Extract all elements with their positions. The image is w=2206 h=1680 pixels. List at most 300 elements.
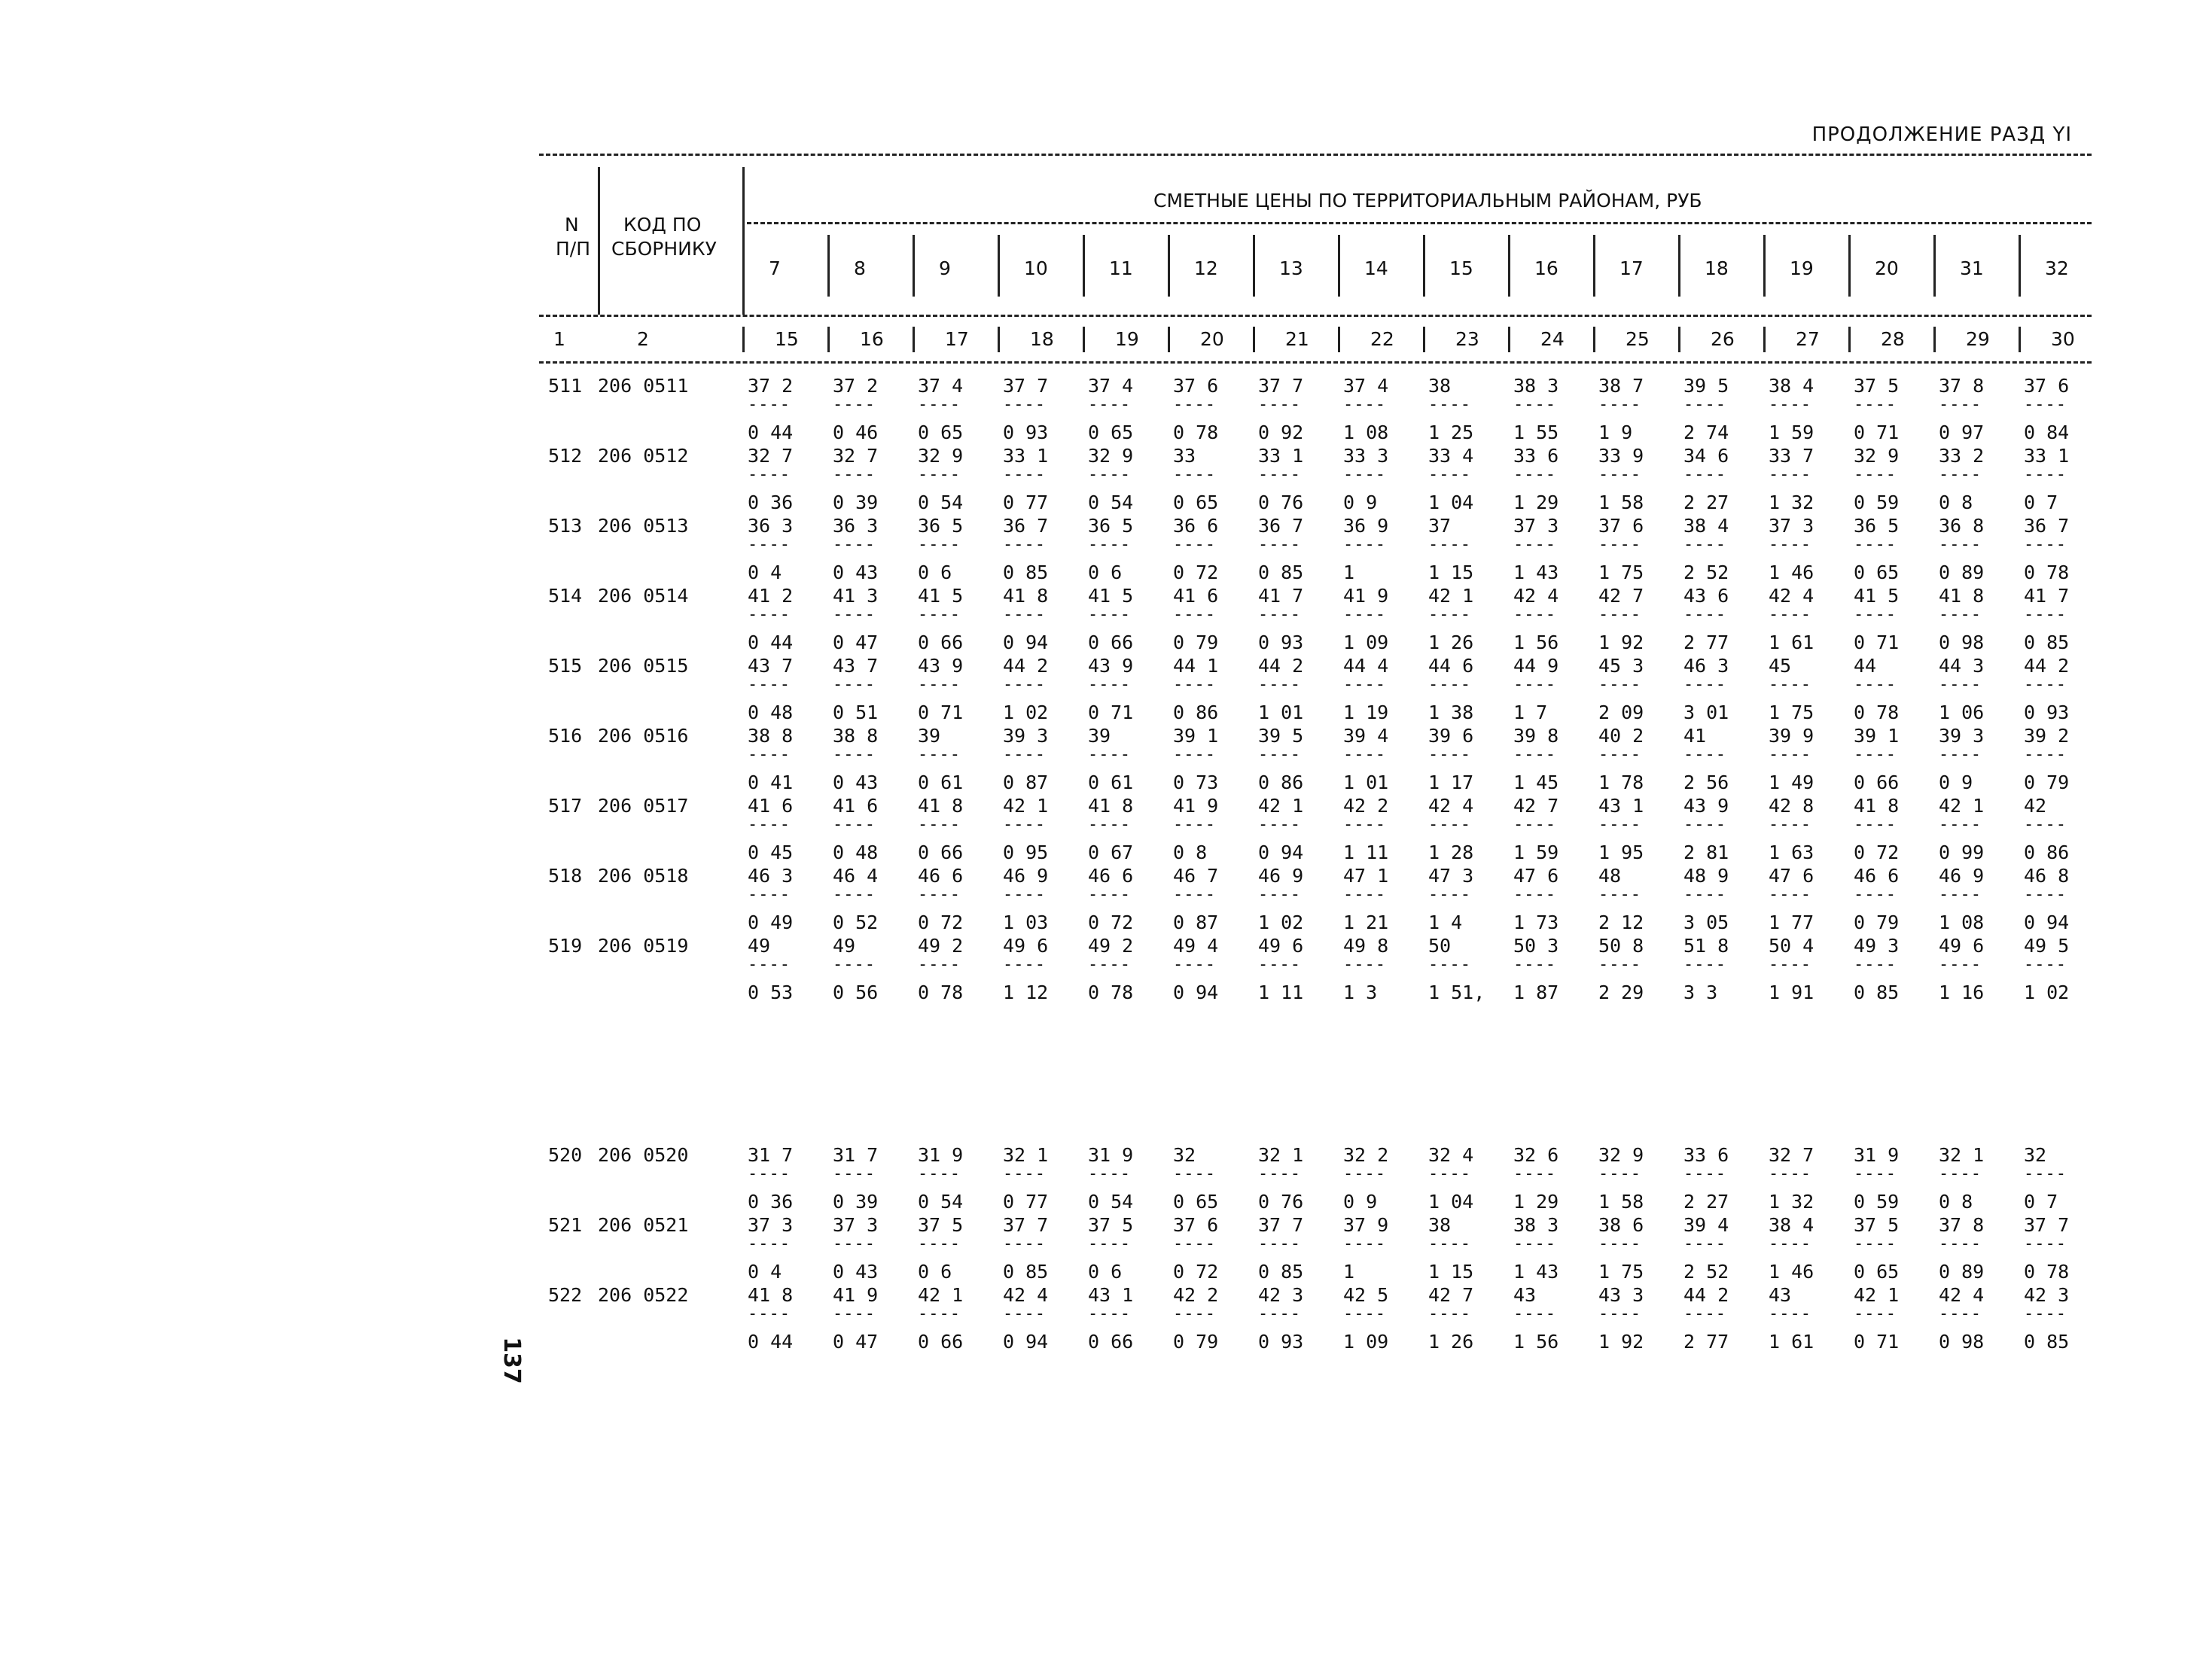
price-value: 36 7	[2024, 515, 2070, 537]
price-increment: 0 78	[918, 982, 964, 1003]
fraction-separator: ----	[1683, 395, 1726, 414]
fraction-separator: ----	[1003, 675, 1046, 694]
price-increment: 1 95	[1598, 842, 1644, 863]
price-increment: 0 95	[1003, 842, 1049, 863]
region-header-divider	[1338, 235, 1340, 297]
fraction-separator: ----	[918, 535, 961, 554]
price-value: 49 6	[1258, 935, 1304, 957]
fraction-separator: ----	[1088, 465, 1131, 484]
fraction-separator: ----	[1769, 535, 1811, 554]
fraction-separator: ----	[1854, 675, 1897, 694]
price-value: 41 8	[918, 795, 964, 817]
price-increment: 0 85	[2024, 1331, 2070, 1353]
price-increment: 0 66	[1088, 632, 1134, 653]
column-number-divider	[1763, 327, 1766, 352]
row-number: 521	[548, 1214, 583, 1236]
column-number-divider	[1423, 327, 1425, 352]
price-increment: 1 77	[1769, 912, 1814, 933]
price-value: 33 1	[1003, 445, 1049, 467]
price-increment: 0 61	[918, 772, 964, 793]
price-increment: 0 65	[1173, 1191, 1219, 1213]
price-value: 36 3	[833, 515, 879, 537]
column-number-23: 23	[1455, 328, 1479, 350]
fraction-separator: ----	[748, 465, 791, 484]
fraction-separator: ----	[1939, 1304, 1982, 1323]
price-value: 42 2	[1343, 795, 1389, 817]
price-value: 36 3	[748, 515, 794, 537]
price-value: 42 3	[1258, 1284, 1304, 1306]
price-value: 41 6	[748, 795, 794, 817]
price-value: 38 3	[1513, 1214, 1559, 1236]
price-value: 38 8	[748, 725, 794, 747]
price-increment: 1 56	[1513, 632, 1559, 653]
price-value: 45 3	[1598, 655, 1644, 677]
price-increment: 0 4	[748, 562, 782, 583]
price-increment: 0 73	[1173, 772, 1219, 793]
fraction-separator: ----	[1683, 1164, 1726, 1183]
price-increment: 0 66	[1088, 1331, 1134, 1353]
column-number-26: 26	[1711, 328, 1735, 350]
price-value: 36 7	[1258, 515, 1304, 537]
price-value: 41 8	[1854, 795, 1900, 817]
price-value: 36 6	[1173, 515, 1219, 537]
price-increment: 1 46	[1769, 562, 1814, 583]
price-increment: 0 66	[918, 632, 964, 653]
price-increment: 0 54	[918, 1191, 964, 1213]
fraction-separator: ----	[1003, 1164, 1046, 1183]
price-increment: 1 49	[1769, 772, 1814, 793]
fraction-separator: ----	[1769, 605, 1811, 624]
fraction-separator: ----	[1769, 955, 1811, 974]
fraction-separator: ----	[1343, 1164, 1386, 1183]
price-increment: 0 78	[1088, 982, 1134, 1003]
fraction-separator: ----	[1088, 1164, 1131, 1183]
price-increment: 1 21	[1343, 912, 1389, 933]
fraction-separator: ----	[1173, 535, 1216, 554]
price-value: 41 7	[2024, 585, 2070, 607]
price-increment: 0 77	[1003, 1191, 1049, 1213]
top-rule	[539, 154, 2092, 156]
fraction-separator: ----	[1003, 1304, 1046, 1323]
price-value: 37 6	[1598, 515, 1644, 537]
price-value: 32 1	[1258, 1144, 1304, 1166]
fraction-separator: ----	[1513, 1234, 1556, 1253]
fraction-separator: ----	[1258, 1164, 1301, 1183]
price-value: 44 3	[1939, 655, 1985, 677]
row-number: 512	[548, 445, 583, 467]
page-number: 137	[498, 1337, 525, 1384]
price-increment: 2 52	[1683, 1261, 1729, 1283]
price-value: 42	[2024, 795, 2047, 817]
price-value: 33 7	[1769, 445, 1814, 467]
fraction-separator: ----	[1683, 605, 1726, 624]
price-value: 37 5	[1088, 1214, 1134, 1236]
fraction-separator: ----	[1854, 885, 1897, 904]
fraction-separator: ----	[1258, 885, 1301, 904]
fraction-separator: ----	[1088, 605, 1131, 624]
price-value: 33 2	[1939, 445, 1985, 467]
price-increment: 1 38	[1428, 702, 1474, 723]
price-increment: 0 44	[748, 1331, 794, 1353]
region-header-divider	[1848, 235, 1851, 297]
price-increment: 0 78	[2024, 562, 2070, 583]
price-value: 51 8	[1683, 935, 1729, 957]
region-header-19: 19	[1790, 257, 1814, 279]
price-value: 36 9	[1343, 515, 1389, 537]
price-value: 46 8	[2024, 865, 2070, 887]
column-number-divider	[1168, 327, 1170, 352]
region-header-14: 14	[1364, 257, 1388, 279]
price-value: 32	[2024, 1144, 2047, 1166]
price-value: 43 7	[833, 655, 879, 677]
row-code: 206 0522	[598, 1284, 689, 1306]
price-increment: 1 28	[1428, 842, 1474, 863]
price-increment: 3 01	[1683, 702, 1729, 723]
region-header-divider	[1253, 235, 1255, 297]
price-value: 46 9	[1258, 865, 1304, 887]
fraction-separator: ----	[1258, 745, 1301, 764]
price-increment: 0 94	[1258, 842, 1304, 863]
price-increment: 1 78	[1598, 772, 1644, 793]
price-value: 49 2	[1088, 935, 1134, 957]
price-value: 42 4	[1939, 1284, 1985, 1306]
price-increment: 0 85	[2024, 632, 2070, 653]
price-increment: 0 93	[1003, 422, 1049, 443]
row-code: 206 0513	[598, 515, 689, 537]
price-value: 42 4	[1513, 585, 1559, 607]
price-increment: 0 85	[1258, 1261, 1304, 1283]
row-code: 206 0515	[598, 655, 689, 677]
price-increment: 0 7	[2024, 492, 2058, 513]
fraction-separator: ----	[918, 745, 961, 764]
fraction-separator: ----	[748, 395, 791, 414]
fraction-separator: ----	[1173, 465, 1216, 484]
price-increment: 0 71	[918, 702, 964, 723]
fraction-separator: ----	[1173, 815, 1216, 834]
price-increment: 1 61	[1769, 1331, 1814, 1353]
region-header-13: 13	[1279, 257, 1303, 279]
fraction-separator: ----	[1173, 1164, 1216, 1183]
price-value: 49 8	[1343, 935, 1389, 957]
price-increment: 0 78	[1854, 702, 1900, 723]
price-increment: 1 4	[1428, 912, 1463, 933]
fraction-separator: ----	[1003, 465, 1046, 484]
column-number-divider	[913, 327, 915, 352]
fraction-separator: ----	[1343, 815, 1386, 834]
price-value: 49 6	[1939, 935, 1985, 957]
fraction-separator: ----	[1003, 745, 1046, 764]
price-increment: 0 79	[2024, 772, 2070, 793]
price-increment: 0 86	[1258, 772, 1304, 793]
fraction-separator: ----	[1939, 1164, 1982, 1183]
price-increment: 0 8	[1173, 842, 1208, 863]
price-value: 39 1	[1854, 725, 1900, 747]
fraction-separator: ----	[1939, 395, 1982, 414]
price-value: 33 1	[2024, 445, 2070, 467]
fraction-separator: ----	[1939, 955, 1982, 974]
fraction-separator: ----	[1939, 885, 1982, 904]
price-value: 39 6	[1428, 725, 1474, 747]
price-increment: 0 52	[833, 912, 879, 933]
price-value: 38 6	[1598, 1214, 1644, 1236]
fraction-separator: ----	[1258, 1234, 1301, 1253]
fraction-separator: ----	[2024, 1304, 2067, 1323]
col-number-2: 2	[637, 328, 649, 350]
fraction-separator: ----	[1343, 465, 1386, 484]
price-value: 47 6	[1769, 865, 1814, 887]
price-increment: 0 59	[1854, 492, 1900, 513]
price-value: 41 8	[1003, 585, 1049, 607]
column-number-15: 15	[775, 328, 799, 350]
row-code: 206 0518	[598, 865, 689, 887]
region-header-9: 9	[939, 257, 951, 279]
fraction-separator: ----	[1343, 675, 1386, 694]
price-increment: 2 77	[1683, 1331, 1729, 1353]
price-increment: 2 29	[1598, 982, 1644, 1003]
fraction-separator: ----	[1428, 675, 1471, 694]
price-increment: 0 49	[748, 912, 794, 933]
price-value: 36 5	[1854, 515, 1900, 537]
price-value: 32 9	[1854, 445, 1900, 467]
price-increment: 1 58	[1598, 1191, 1644, 1213]
fraction-separator: ----	[1428, 465, 1471, 484]
fraction-separator: ----	[1939, 745, 1982, 764]
column-number-30: 30	[2051, 328, 2075, 350]
price-increment: 0 85	[1258, 562, 1304, 583]
region-header-divider	[2019, 235, 2021, 297]
price-value: 42 1	[1428, 585, 1474, 607]
price-value: 42 7	[1513, 795, 1559, 817]
fraction-separator: ----	[1428, 605, 1471, 624]
price-value: 38 4	[1769, 375, 1814, 397]
price-increment: 1 61	[1769, 632, 1814, 653]
price-increment: 0 48	[833, 842, 879, 863]
price-value: 32 6	[1513, 1144, 1559, 1166]
price-value: 43 1	[1088, 1284, 1134, 1306]
price-value: 42 5	[1343, 1284, 1389, 1306]
price-increment: 2 81	[1683, 842, 1729, 863]
price-increment: 1 15	[1428, 1261, 1474, 1283]
price-value: 33 6	[1513, 445, 1559, 467]
fraction-separator: ----	[1769, 465, 1811, 484]
price-value: 46 3	[1683, 655, 1729, 677]
fraction-separator: ----	[1854, 1234, 1897, 1253]
fraction-separator: ----	[1854, 1164, 1897, 1183]
col-number-1: 1	[553, 328, 565, 350]
price-value: 37 7	[1003, 375, 1049, 397]
price-value: 48 9	[1683, 865, 1729, 887]
fraction-separator: ----	[833, 605, 876, 624]
price-value: 46 3	[748, 865, 794, 887]
price-increment: 1 11	[1258, 982, 1304, 1003]
fraction-separator: ----	[748, 955, 791, 974]
region-header-divider	[1508, 235, 1510, 297]
price-value: 39 9	[1769, 725, 1814, 747]
price-increment: 0 9	[1343, 492, 1378, 513]
price-increment: 0 97	[1939, 422, 1985, 443]
price-increment: 1 91	[1769, 982, 1814, 1003]
fraction-separator: ----	[1258, 955, 1301, 974]
fraction-separator: ----	[2024, 815, 2067, 834]
row-number: 514	[548, 585, 583, 607]
fraction-separator: ----	[1598, 605, 1641, 624]
price-value: 32 9	[918, 445, 964, 467]
price-increment: 0 72	[1854, 842, 1900, 863]
section-continuation-title: ПРОДОЛЖЕНИЕ РАЗД YI	[1811, 123, 2072, 146]
price-increment: 0 6	[1088, 1261, 1123, 1283]
price-value: 37 8	[1939, 375, 1985, 397]
price-increment: 0 79	[1173, 1331, 1219, 1353]
price-increment: 0 93	[1258, 1331, 1304, 1353]
price-increment: 2 09	[1598, 702, 1644, 723]
fraction-separator: ----	[1683, 745, 1726, 764]
fraction-separator: ----	[1003, 605, 1046, 624]
fraction-separator: ----	[1088, 815, 1131, 834]
column-number-22: 22	[1370, 328, 1394, 350]
column-number-divider	[1593, 327, 1595, 352]
price-increment: 0 79	[1854, 912, 1900, 933]
fraction-separator: ----	[1598, 465, 1641, 484]
column-number-19: 19	[1115, 328, 1139, 350]
fraction-separator: ----	[2024, 885, 2067, 904]
price-increment: 0 65	[1854, 1261, 1900, 1283]
fraction-separator: ----	[2024, 745, 2067, 764]
price-value: 39 8	[1513, 725, 1559, 747]
price-increment: 1 9	[1598, 422, 1633, 443]
fraction-separator: ----	[1683, 1304, 1726, 1323]
price-value: 31 7	[833, 1144, 879, 1166]
fraction-separator: ----	[1769, 885, 1811, 904]
price-value: 44 2	[1258, 655, 1304, 677]
price-value: 37 4	[1088, 375, 1134, 397]
price-value: 44 2	[1683, 1284, 1729, 1306]
price-increment: 1 75	[1598, 1261, 1644, 1283]
price-increment: 0 85	[1003, 1261, 1049, 1283]
price-increment: 0 65	[1854, 562, 1900, 583]
price-increment: 2 56	[1683, 772, 1729, 793]
fraction-separator: ----	[833, 1234, 876, 1253]
fraction-separator: ----	[1939, 535, 1982, 554]
price-increment: 1 29	[1513, 492, 1559, 513]
fraction-separator: ----	[748, 605, 791, 624]
fraction-separator: ----	[1683, 1234, 1726, 1253]
row-number: 513	[548, 515, 583, 537]
fraction-separator: ----	[1854, 955, 1897, 974]
price-increment: 2 77	[1683, 632, 1729, 653]
price-value: 39 5	[1683, 375, 1729, 397]
fraction-separator: ----	[1769, 815, 1811, 834]
price-increment: 0 54	[918, 492, 964, 513]
price-increment: 0 9	[1343, 1191, 1378, 1213]
price-value: 43 3	[1598, 1284, 1644, 1306]
price-value: 37 3	[1769, 515, 1814, 537]
price-increment: 0 7	[2024, 1191, 2058, 1213]
price-increment: 1 03	[1003, 912, 1049, 933]
price-value: 49	[833, 935, 856, 957]
region-header-7: 7	[769, 257, 781, 279]
price-value: 39 1	[1173, 725, 1219, 747]
fraction-separator: ----	[918, 815, 961, 834]
fraction-separator: ----	[833, 745, 876, 764]
price-value: 37 6	[1173, 375, 1219, 397]
fraction-separator: ----	[1428, 1234, 1471, 1253]
price-value: 37 7	[1003, 1214, 1049, 1236]
column-number-divider	[1848, 327, 1851, 352]
fraction-separator: ----	[1258, 605, 1301, 624]
price-value: 50 8	[1598, 935, 1644, 957]
price-value: 43 6	[1683, 585, 1729, 607]
fraction-separator: ----	[1428, 1304, 1471, 1323]
region-header-18: 18	[1705, 257, 1729, 279]
fraction-separator: ----	[1088, 745, 1131, 764]
price-value: 47 1	[1343, 865, 1389, 887]
price-value: 38 4	[1683, 515, 1729, 537]
price-increment: 1 92	[1598, 1331, 1644, 1353]
fraction-separator: ----	[918, 885, 961, 904]
fraction-separator: ----	[1939, 815, 1982, 834]
price-increment: 1 02	[2024, 982, 2070, 1003]
price-value: 41 5	[1088, 585, 1134, 607]
price-increment: 0 87	[1173, 912, 1219, 933]
column-number-divider	[1678, 327, 1680, 352]
fraction-separator: ----	[2024, 605, 2067, 624]
fraction-separator: ----	[918, 465, 961, 484]
fraction-separator: ----	[1598, 955, 1641, 974]
column-number-divider	[1338, 327, 1340, 352]
region-header-17: 17	[1619, 257, 1644, 279]
column-number-29: 29	[1966, 328, 1990, 350]
price-increment: 1 7	[1513, 702, 1548, 723]
price-value: 39 5	[1258, 725, 1304, 747]
fraction-separator: ----	[2024, 675, 2067, 694]
price-increment: 0 36	[748, 1191, 794, 1213]
fraction-separator: ----	[1088, 1304, 1131, 1323]
fraction-separator: ----	[1513, 395, 1556, 414]
price-value: 37 3	[1513, 515, 1559, 537]
fraction-separator: ----	[833, 675, 876, 694]
price-value: 37 4	[918, 375, 964, 397]
price-value: 41 8	[1088, 795, 1134, 817]
header-bottom-rule	[539, 361, 2092, 364]
fraction-separator: ----	[1683, 955, 1726, 974]
price-increment: 1 43	[1513, 562, 1559, 583]
fraction-separator: ----	[1088, 395, 1131, 414]
fraction-separator: ----	[1683, 535, 1726, 554]
price-increment: 0 36	[748, 492, 794, 513]
price-increment: 0 47	[833, 632, 879, 653]
price-increment: 0 66	[918, 842, 964, 863]
fraction-separator: ----	[1769, 1304, 1811, 1323]
col-pp-label: П/П	[556, 238, 591, 260]
col-code-label-2: СБОРНИКУ	[611, 238, 717, 260]
fraction-separator: ----	[1428, 395, 1471, 414]
column-number-24: 24	[1540, 328, 1565, 350]
price-increment: 1 46	[1769, 1261, 1814, 1283]
price-value: 37 5	[918, 1214, 964, 1236]
fraction-separator: ----	[1003, 395, 1046, 414]
price-increment: 1 09	[1343, 1331, 1389, 1353]
price-increment: 0 43	[833, 562, 879, 583]
price-increment: 0 45	[748, 842, 794, 863]
price-value: 43	[1769, 1284, 1792, 1306]
price-increment: 0 61	[1088, 772, 1134, 793]
row-code: 206 0517	[598, 795, 689, 817]
price-value: 41 2	[748, 585, 794, 607]
fraction-separator: ----	[1343, 1304, 1386, 1323]
fraction-separator: ----	[1854, 745, 1897, 764]
price-increment: 0 94	[1003, 1331, 1049, 1353]
column-number-27: 27	[1796, 328, 1820, 350]
